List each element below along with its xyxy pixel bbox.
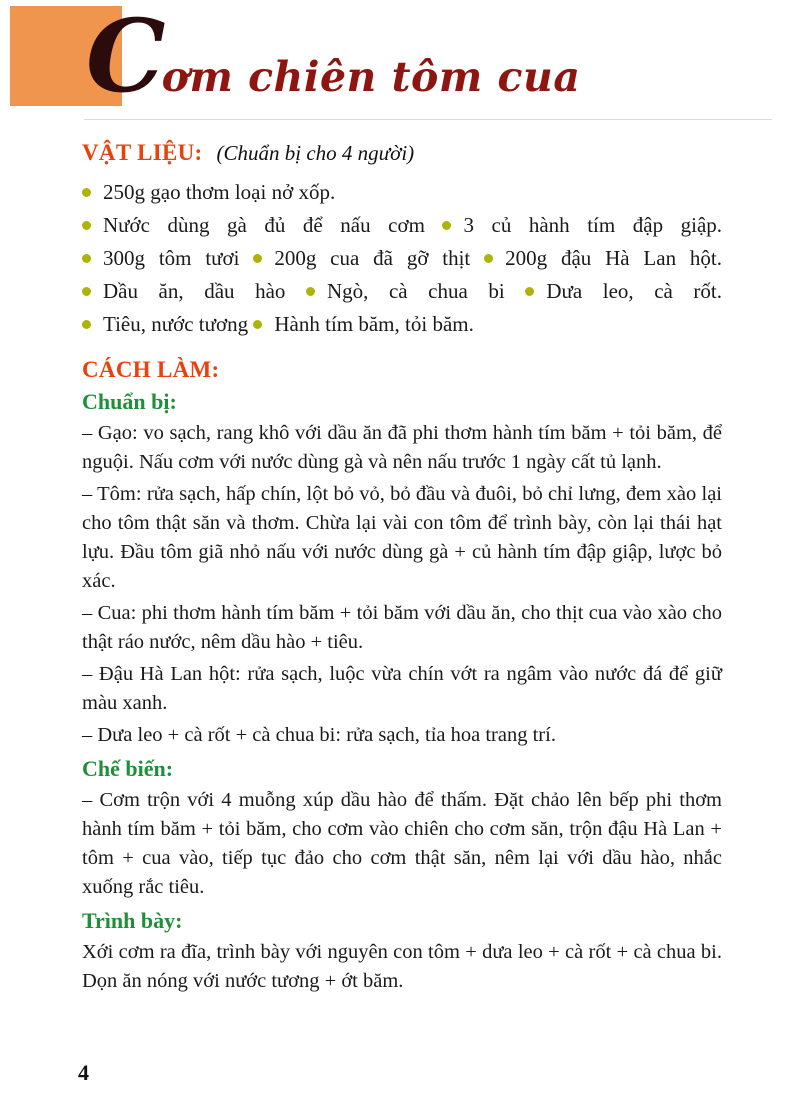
bullet-icon [82,254,91,263]
bullet-icon [82,320,91,329]
ingredient-text: 250g gạo thơm loại nở xốp. [103,180,336,204]
method-heading: CÁCH LÀM: [82,357,220,382]
title-dropcap: C [86,0,166,115]
ingredient-text: 200g đậu Hà Lan hột. [505,246,722,270]
ingredient-text: 200g cua đã gỡ thịt [274,246,471,270]
ingredient-list [82,176,722,341]
method-paragraph: – Cua: phi thơm hành tím băm + tỏi băm với dầu ăn, cho thịt cua vào xào cho thật ráo nước, nêm dầu hào + tiêu. [82,602,722,653]
bullet-icon [82,188,91,197]
bullet-icon [306,287,315,296]
title-text: ơm chiên tôm cua [161,53,581,101]
ingredient-text: Dầu ăn, dầu hào [103,279,286,303]
bullet-icon [442,221,451,230]
method-subheading: Chuẩn bị: [82,389,177,414]
method-paragraph: – Tôm: rửa sạch, hấp chín, lột bỏ vỏ, bỏ đầu và đuôi, bỏ chỉ lưng, đem xào lại cho tôm thật săn và thơm. Chừa lại vài con tôm để trình bày, còn lại thái hạt lựu. Đầu tôm giã nhỏ nấu với nước dùng gà + củ hành tím đập giập, lược bỏ xác. [82,483,722,592]
ingredients-heading: VẬT LIỆU: [82,140,203,165]
ingredient-text: Tiêu, nước tương [103,312,249,336]
ingredient-line [82,242,722,275]
method-paragraph: Xới cơm ra đĩa, trình bày với nguyên con tôm + dưa leo + cà rốt + cà chua bi. Dọn ăn nóng với nước tương + ớt băm. [82,941,722,992]
ingredient-line [82,308,722,341]
ingredient-text: Dưa leo, cà rốt. [546,279,723,303]
bullet-icon [525,287,534,296]
method-paragraph: – Cơm trộn với 4 muỗng xúp dầu hào để thấm. Đặt chảo lên bếp phi thơm hành tím băm + tỏi băm, cho cơm vào chiên cho cơm săn, trộn đậu Hà Lan + tôm + cua vào, tiếp tục đảo cho cơm thật săn, nêm lại với dầu hào, nhắc xuống rắc tiêu. [82,789,722,898]
serving-note: (Chuẩn bị cho 4 người) [216,141,415,165]
ingredient-text: 3 củ hành tím đập giập. [463,213,723,237]
ingredient-text: Hành tím băm, tỏi băm. [274,312,474,336]
page-number: 4 [78,1060,89,1085]
bullet-icon [253,320,262,329]
bullet-icon [484,254,493,263]
ingredients-heading-line [82,140,722,166]
method-subheading: Trình bày: [82,908,183,933]
bullet-icon [253,254,262,263]
ingredient-text: Nước dùng gà đủ để nấu cơm [103,213,425,237]
method-subheading: Chế biến: [82,756,174,781]
method-paragraph: – Dưa leo + cà rốt + cà chua bi: rửa sạch, tỉa hoa trang trí. [82,724,556,746]
ingredient-line [82,209,722,242]
ingredient-line [82,275,722,308]
ingredient-line [82,176,722,209]
ingredient-text: 300g tôm tươi [103,246,240,270]
ingredient-text: Ngò, cà chua bi [326,279,505,303]
bullet-icon [82,287,91,296]
page-content [82,140,722,999]
bullet-icon [82,221,91,230]
method-sections [82,389,722,996]
title-divider [84,119,772,120]
method-paragraph: – Đậu Hà Lan hột: rửa sạch, luộc vừa chín vớt ra ngâm vào nước đá để giữ màu xanh. [82,663,722,714]
recipe-title [86,0,581,115]
method-paragraph: – Gạo: vo sạch, rang khô với dầu ăn đã phi thơm hành tím băm + tỏi băm, để nguội. Nấu cơm với nước dùng gà và nên nấu trước 1 ngày cất tủ lạnh. [82,422,722,473]
